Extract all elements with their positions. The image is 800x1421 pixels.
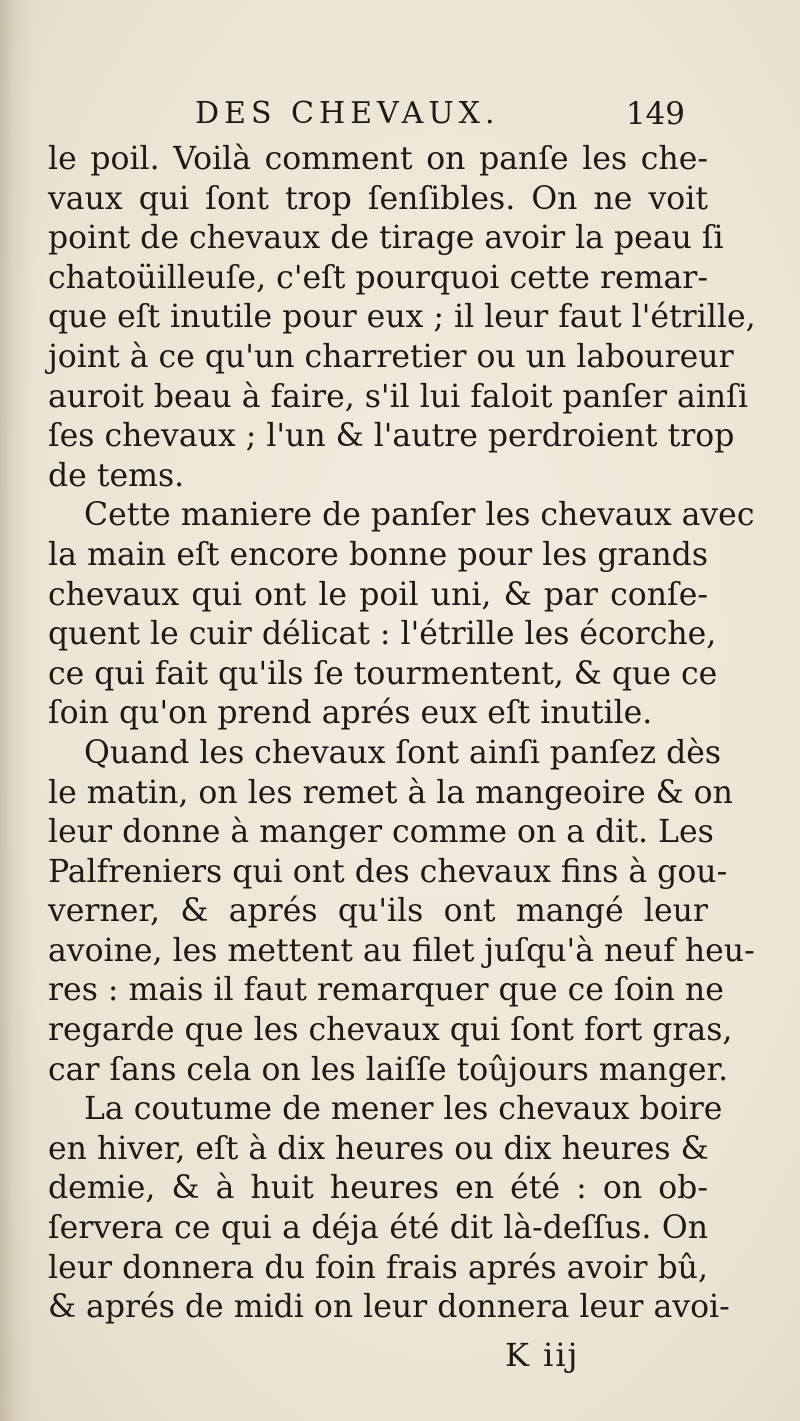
text-line: verner, & aprés qu'ils ont mangé leur [48, 893, 708, 930]
text-line: joint à ce qu'un charretier ou un laboureur [48, 338, 734, 375]
paragraph-start-line: Quand les chevaux ſont ainſi panſez dès [84, 734, 722, 771]
text-line: Palfreniers qui ont des chevaux fins à gou- [48, 853, 728, 890]
text-line: en hiver, eſt à dix heures ou dix heures & [48, 1130, 709, 1167]
paragraph-start-line: La coutume de mener les chevaux boire [84, 1091, 723, 1128]
text-line: ſoin qu'on prend aprés eux eſt inutile. [48, 695, 653, 732]
text-line: ſervera ce qui a déja été dit là-deſſus. On [48, 1210, 708, 1247]
text-line: regarde que les chevaux qui ſont fort gras, [48, 1012, 733, 1049]
text-line: res : mais il faut remarquer que ce ſoin ne [48, 972, 724, 1009]
signature-mark: K iij [505, 1336, 580, 1374]
text-line: chatoüilleuſe, c'eſt pourquoi cette remar- [48, 259, 708, 296]
text-line: le poil. Voilà comment on panſe les che- [48, 141, 708, 177]
body-text [48, 140, 756, 1328]
text-line: de tems. [48, 457, 185, 494]
text-line: auroit beau à faire, s'il lui faloit panſer ainſi [48, 378, 748, 415]
text-line: ſes chevaux ; l'un & l'autre perdroient trop [48, 418, 735, 455]
paragraph-start-line: Cette maniere de panſer les chevaux avec [84, 497, 755, 534]
text-line: car ſans cela on les laiſſe toûjours manger. [48, 1051, 729, 1088]
text-line: vaux qui ſont trop ſenſibles. On ne voit [48, 180, 708, 217]
running-title: DES CHEVAUX. [195, 96, 500, 131]
text-line: point de chevaux de tirage avoir la peau ſi [48, 220, 724, 257]
text-line: la main eſt encore bonne pour les grands [48, 536, 708, 573]
page-number: 149 [625, 96, 685, 132]
text-line: le matin, on les remet à la mangeoire & on [48, 774, 733, 811]
text-line: & aprés de midi on leur donnera leur avoi- [48, 1289, 730, 1326]
text-line: ce qui fait qu'ils ſe tourmentent, & que ce [48, 655, 718, 692]
running-head [195, 96, 685, 144]
text-line: chevaux qui ont le poil uni, & par conſe- [48, 576, 708, 613]
text-line: avoine, les mettent au filet juſqu'à neuf heu- [48, 932, 755, 969]
text-line: quent le cuir délicat : l'étrille les écorche, [48, 616, 717, 653]
text-line: leur donne à manger comme on a dit. Les [48, 814, 714, 851]
text-line: que eſt inutile pour eux ; il leur faut l'étrille, [48, 299, 756, 336]
text-line: demie, & à huit heures en été : on ob- [48, 1170, 708, 1207]
text-line: leur donnera du foin frais aprés avoir bû, [48, 1249, 708, 1286]
